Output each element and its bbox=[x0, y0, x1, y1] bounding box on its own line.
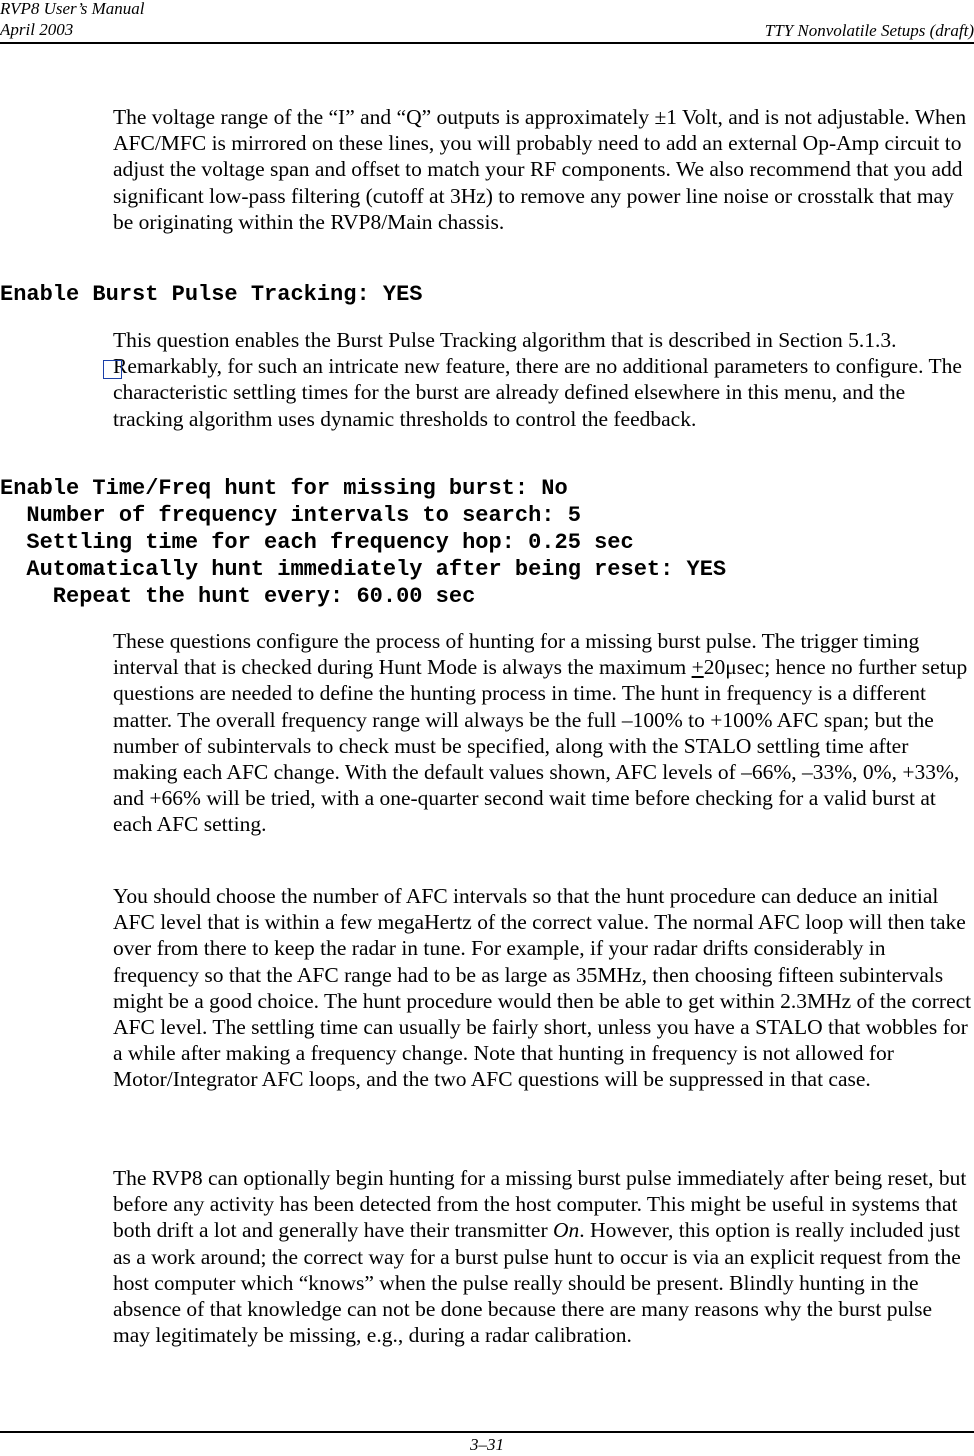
reset-paragraph-start: The RVP8 can optionally begin hunting for a missing burst pulse immediately after being reset, but before any activity has been detected from the host computer. This might be useful in systems that both drift a lot and generally have their transmitter bbox=[113, 1166, 967, 1243]
reset-paragraph-end: . However, this option is really included just as a work around; the correct way for a burst pulse hunt to occur is via an explicit request from the host computer which “knows” when the pulse really should be present. Blindly hunting in the absence of that knowledge can not be done because there are many reasons why the burst pulse may legitimately be missing, e.g., during a radar calibration. bbox=[113, 1218, 961, 1348]
hunt-setting-auto-hunt: Automatically hunt immediately after being reset: YES bbox=[0, 557, 727, 582]
burst-tracking-paragraph: This question enables the Burst Pulse Tracking algorithm that is described in Section 5.1.3. Remarkably, for such an intricate new feature, there are no additional parameters to configure. The characteristic settling times for the burst are already defined elsewhere in this menu, and the tracking algorithm uses dynamic thresholds to control the feedback. bbox=[113, 328, 962, 431]
footer-rule bbox=[0, 1431, 974, 1433]
header-rule bbox=[0, 42, 974, 44]
burst-tracking-setting: Enable Burst Pulse Tracking: YES bbox=[0, 282, 423, 307]
section-title: TTY Nonvolatile Setups (draft) bbox=[764, 21, 974, 40]
hunt-paragraph bbox=[113, 628, 974, 838]
manual-title: RVP8 User’s Manual bbox=[0, 0, 145, 18]
hunt-setting-repeat: Repeat the hunt every: 60.00 sec bbox=[0, 584, 476, 609]
hunt-setting-settling-time: Settling time for each frequency hop: 0.25 sec bbox=[0, 530, 634, 555]
publication-date: April 2003 bbox=[0, 20, 74, 39]
page-number: 3–31 bbox=[470, 1435, 504, 1454]
on-emphasis: On bbox=[553, 1218, 580, 1243]
hunt-paragraph-end: 20μsec; hence no further setup questions are needed to define the hunting process in time. The hunt in frequency is a different matter. The overall frequency range will always be the full –100% to +100% AFC span; but the number of subintervals to check must be specified, along with the STALO settling time after making each AFC change. With the default values shown, AFC levels of –66%, –33%, 0%, +33%, and +66% will be tried, with a one-quarter second wait time before checking for a valid burst at each AFC setting. bbox=[113, 655, 968, 837]
reset-hunt-paragraph bbox=[113, 1165, 974, 1348]
afc-intervals-paragraph: You should choose the number of AFC intervals so that the hunt procedure can deduce an initial AFC level that is within a few megaHertz of the correct value. The normal AFC loop will then take over from there to keep the radar in tune. For example, if your radar drifts considerably in frequency so that the AFC range had to be as large as 35MHz, then choosing fifteen subintervals might be a good choice. The hunt procedure would then be able to get within 2.3MHz of the correct AFC level. The settling time can usually be fairly short, unless you have a STALO that wobbles for a while after making a frequency change. Note that hunting in frequency is not allowed for Motor/Integrator AFC loops, and the two AFC questions will be suppressed in that case. bbox=[113, 884, 972, 1092]
hunt-paragraph-start: These questions configure the process of hunting for a missing burst pulse. The trigger timing interval that is checked during Hunt Mode is always the maximum bbox=[113, 629, 920, 680]
plus-minus-symbol: + bbox=[691, 655, 704, 680]
hunt-setting-enable: Enable Time/Freq hunt for missing burst: No bbox=[0, 476, 568, 501]
page-header bbox=[0, 0, 974, 44]
intro-paragraph: The voltage range of the “I” and “Q” outputs is approximately ±1 Volt, and is not adjustable. When AFC/MFC is mirrored on these lines, you will probably need to add an external Op-Amp circuit to adjust the voltage span and offset to match your RF components. We also recommend that you add significant low-pass filtering (cutoff at 3Hz) to remove any power line noise or crosstalk that may be originating within the RVP8/Main chassis. bbox=[113, 105, 967, 234]
annotation-marker bbox=[103, 360, 122, 379]
hunt-setting-intervals: Number of frequency intervals to search: 5 bbox=[0, 503, 581, 528]
